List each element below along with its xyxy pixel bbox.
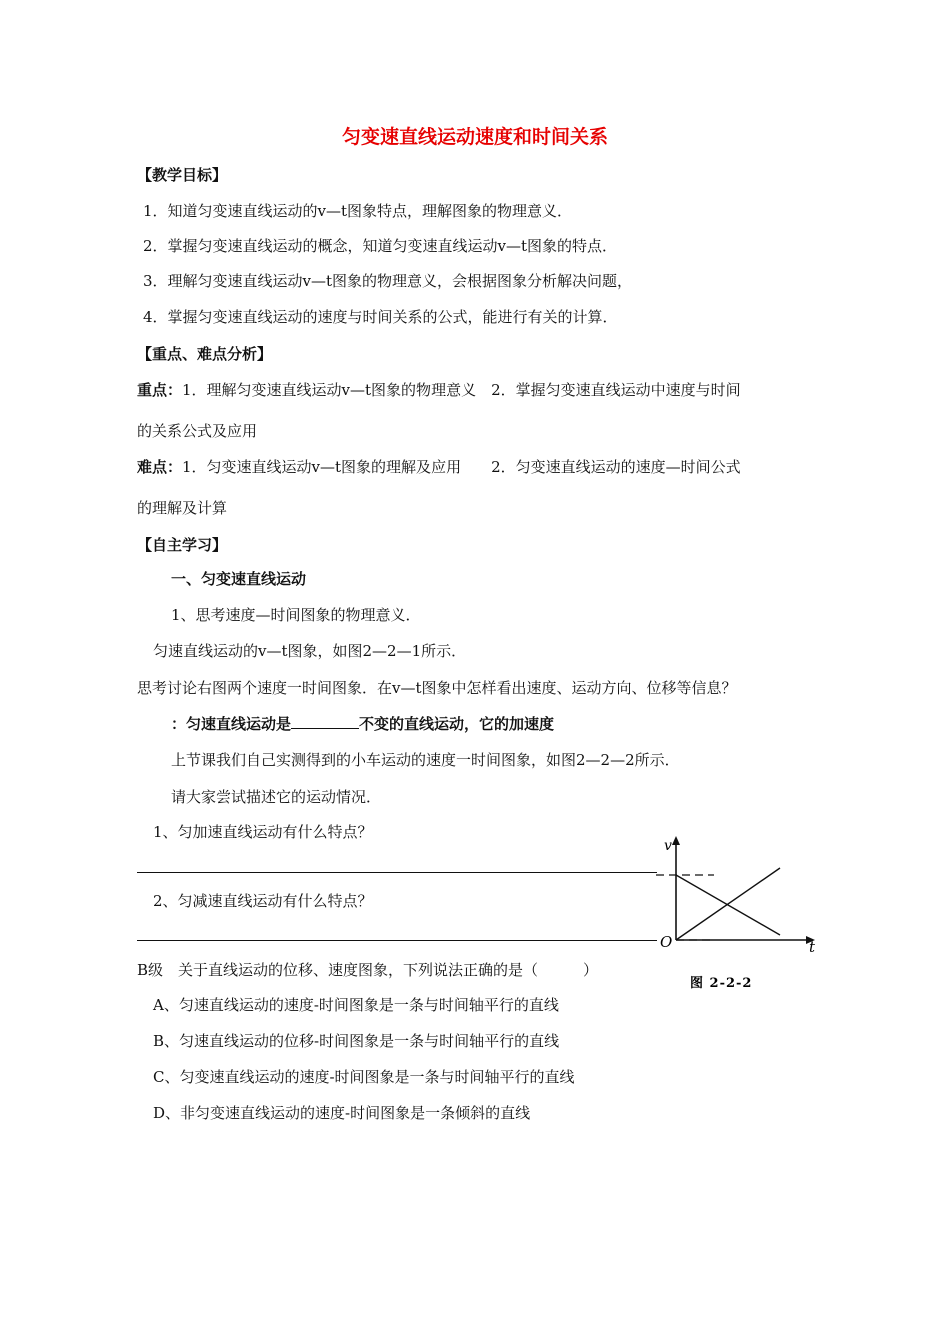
question-1: 1、思考速度—时间图象的物理意义． (171, 606, 421, 624)
last-class-line: 上节课我们自己实测得到的小车运动的速度一时间图象，如图2—2—2所示． (171, 751, 680, 769)
option-c[interactable]: C、匀变速直线运动的速度-时间图象是一条与时间轴平行的直线 (153, 1068, 575, 1086)
uniform-prefix: ：匀速直线运动是 (171, 715, 292, 733)
key-line-2: 的关系公式及应用 (137, 422, 258, 440)
difficulty-line-2: 的理解及计算 (137, 499, 228, 517)
discussion-line: 思考讨论右图两个速度一时间图象．在v—t图象中怎样看出速度、运动方向、位移等信息？ (137, 679, 737, 697)
option-a[interactable]: A、匀速直线运动的速度-时间图象是一条与时间轴平行的直线 (153, 996, 559, 1014)
difficulty-text-1: 1．匀变速直线运动v—t图象的理解及应用 2．匀变速直线运动的速度—时间公式 (182, 458, 741, 476)
objective-3: 3．理解匀变速直线运动v—t图象的物理意义，会根据图象分析解决问题， (143, 272, 633, 290)
vt-graph-figure (648, 828, 838, 998)
decel-question: 2、匀减速直线运动有什么特点？ (153, 892, 373, 910)
answer-line-2[interactable] (137, 940, 657, 941)
difficulty-label: 难点： (137, 458, 183, 476)
key-label: 重点： (137, 381, 183, 399)
page-title: 匀变速直线运动速度和时间关系 (341, 126, 608, 148)
key-line-1 (137, 379, 741, 400)
uniform-suffix: 不变的直线运动，它的加速度 (359, 715, 555, 733)
t-axis-label: t (809, 938, 816, 956)
objective-1: 1．知道匀变速直线运动的v—t图象特点，理解图象的物理意义． (143, 202, 573, 220)
difficulty-line-1 (137, 456, 741, 477)
key-text-1: 1．理解匀变速直线运动v—t图象的物理意义 2．掌握匀变速直线运动中速度与时间 (182, 381, 741, 399)
answer-line-1[interactable] (137, 872, 657, 873)
accel-question: 1、匀加速直线运动有什么特点？ (153, 823, 373, 841)
uniform-motion-line (171, 713, 554, 734)
option-b[interactable]: B、匀速直线运动的位移-时间图象是一条与时间轴平行的直线 (153, 1032, 560, 1050)
question-1-detail: 匀速直线运动的v—t图象，如图2—2—1所示． (153, 642, 467, 660)
v-axis-label: v (664, 838, 672, 854)
objective-2: 2．掌握匀变速直线运动的概念，知道匀变速直线运动v—t图象的特点． (143, 237, 618, 255)
objectives-heading: 【教学目标】 (137, 166, 228, 184)
decelerating-line (676, 875, 780, 935)
objective-4: 4．掌握匀变速直线运动的速度与时间关系的公式，能进行有关的计算． (143, 308, 618, 326)
question-stem: B级 关于直线运动的位移、速度图象，下列说法正确的是（ ） (137, 961, 599, 979)
part-one-heading: 一、匀变速直线运动 (171, 570, 307, 588)
fill-in-blank[interactable] (291, 714, 359, 729)
v-axis-arrow (672, 836, 680, 845)
keypoints-heading: 【重点、难点分析】 (137, 345, 273, 363)
figure-caption: 图 2-2-2 (690, 976, 753, 991)
origin-label: O (660, 933, 673, 951)
describe-line: 请大家尝试描述它的运动情况． (171, 788, 382, 806)
option-d[interactable]: D、非匀变速直线运动的速度-时间图象是一条倾斜的直线 (153, 1104, 531, 1122)
self-study-heading: 【自主学习】 (137, 536, 228, 554)
accelerating-line (676, 868, 780, 940)
